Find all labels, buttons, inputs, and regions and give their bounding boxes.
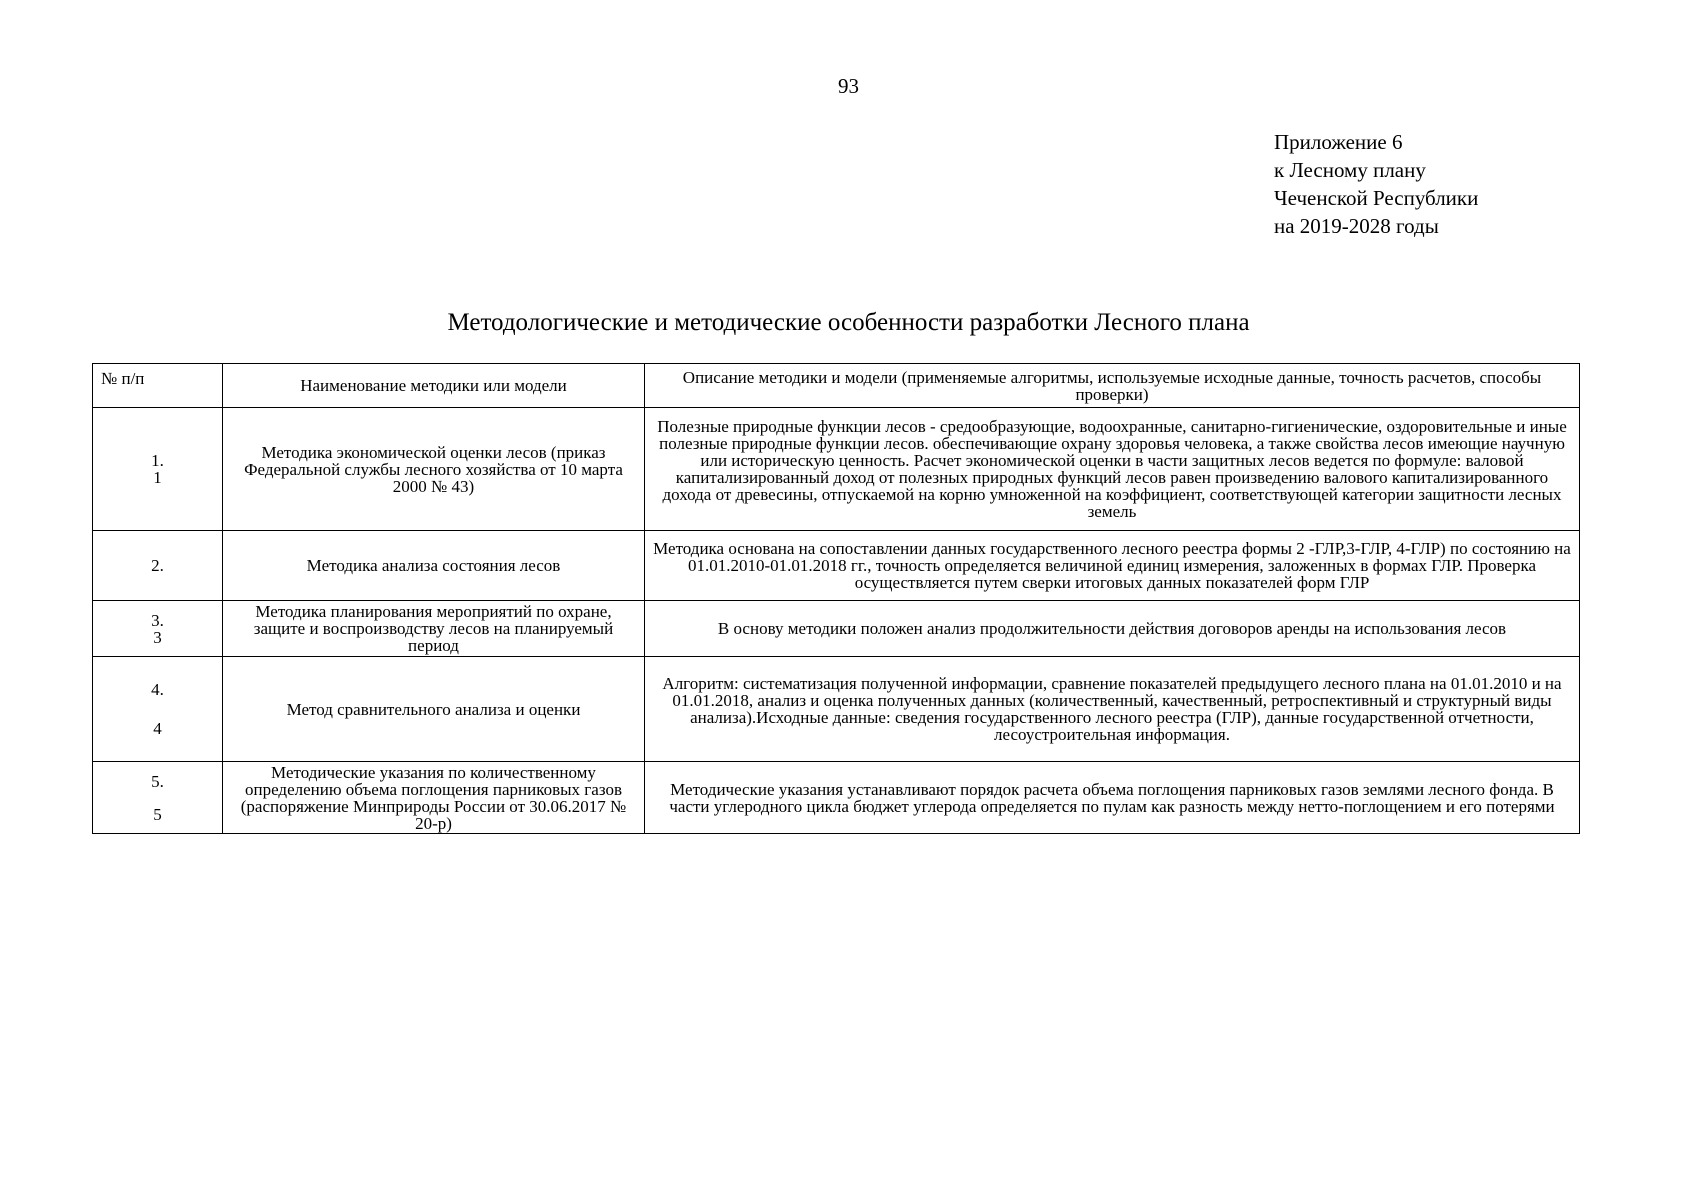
row-number <box>93 531 223 601</box>
appendix-note <box>1274 128 1478 240</box>
row-number-top: 2. <box>151 556 164 575</box>
table-row <box>93 531 1580 601</box>
row-method-name: Метод сравнительного анализа и оценки <box>223 657 645 762</box>
row-number-bottom: 4 <box>153 719 162 738</box>
row-number <box>93 762 223 834</box>
methods-table <box>92 363 1580 834</box>
row-number-top: 5. <box>151 771 164 791</box>
appendix-line: Приложение 6 <box>1274 130 1403 154</box>
table-row <box>93 657 1580 762</box>
row-description: В основу методики положен анализ продолжительности действия договоров аренды на использования лесов <box>645 601 1580 657</box>
row-description: Методические указания устанавливают порядок расчета объема поглощения парниковых газов землями лесного фонда. В части углеродного цикла бюджет углерода определяется по пулам как разность между нетто-поглощением и его потерями <box>645 762 1580 834</box>
row-description: Методика основана на сопоставлении данных государственного лесного реестра формы 2 -ГЛР,3-ГЛР, 4-ГЛР) по состоянию на 01.01.2010-01.01.2018 гг., точность определяется величиной единиц измерения, заложенных в формах ГЛР. Проверка осуществляется путем сверки итоговых данных показателей форм ГЛР <box>645 531 1580 601</box>
row-number-top: 3. <box>151 610 164 630</box>
page-number: 93 <box>838 74 859 98</box>
row-method-name: Методика планирования мероприятий по охране, защите и воспроизводству лесов на планируемый период <box>223 601 645 657</box>
row-number <box>93 408 223 531</box>
row-method-name: Методические указания по количественному определению объема поглощения парниковых газов (распоряжение Минприроды России от 30.06.2017 № 20-р) <box>223 762 645 834</box>
row-number-bottom: 3 <box>153 627 162 647</box>
row-number-top: 4. <box>151 680 164 699</box>
row-method-name: Методика анализа состояния лесов <box>223 531 645 601</box>
appendix-line: на 2019-2028 годы <box>1274 214 1439 238</box>
appendix-line: к Лесному плану <box>1274 158 1426 182</box>
row-number-bottom: 5 <box>153 804 162 824</box>
table-row <box>93 601 1580 657</box>
row-description: Полезные природные функции лесов - средообразующие, водоохранные, санитарно-гигиенические, оздоровительные и иные полезные природные функции лесов. обеспечивающие охрану здоровья человека, а также свойства лесов имеющие научную или историческую ценность. Расчет экономической оценки в части защитных лесов ведется по формуле: валовой капитализированный доход от полезных природных функций лесов равен произведению валового капитализированного дохода от древесины, отпускаемой на корню умноженной на коэффициент, соответствующей категории защитности лесных земель <box>645 408 1580 531</box>
table-row <box>93 408 1580 531</box>
row-number <box>93 601 223 657</box>
header-description: Описание методики и модели (применяемые алгоритмы, используемые исходные данные, точность расчетов, способы проверки) <box>645 364 1580 408</box>
row-number-top: 1. <box>151 451 164 470</box>
table-row <box>93 762 1580 834</box>
row-number-bottom: 1 <box>153 468 162 487</box>
header-number: № п/п <box>93 364 223 408</box>
row-description: Алгоритм: систематизация полученной информации, сравнение показателей предыдущего лесного плана на 01.01.2010 и на 01.01.2018, анализ и оценка полученных данных (количественный, качественный, ретроспективный и структурный виды анализа).Исходные данные: сведения государственного лесного реестра (ГЛР), данные государственной отчетности, лесоустроительная информация. <box>645 657 1580 762</box>
table-header-row <box>93 364 1580 408</box>
row-method-name: Методика экономической оценки лесов (приказ Федеральной службы лесного хозяйства от 10 марта 2000 № 43) <box>223 408 645 531</box>
row-number <box>93 657 223 762</box>
appendix-line: Чеченской Республики <box>1274 186 1479 210</box>
document-title: Методологические и методические особенности разработки Лесного плана <box>447 309 1250 336</box>
header-method-name: Наименование методики или модели <box>223 364 645 408</box>
